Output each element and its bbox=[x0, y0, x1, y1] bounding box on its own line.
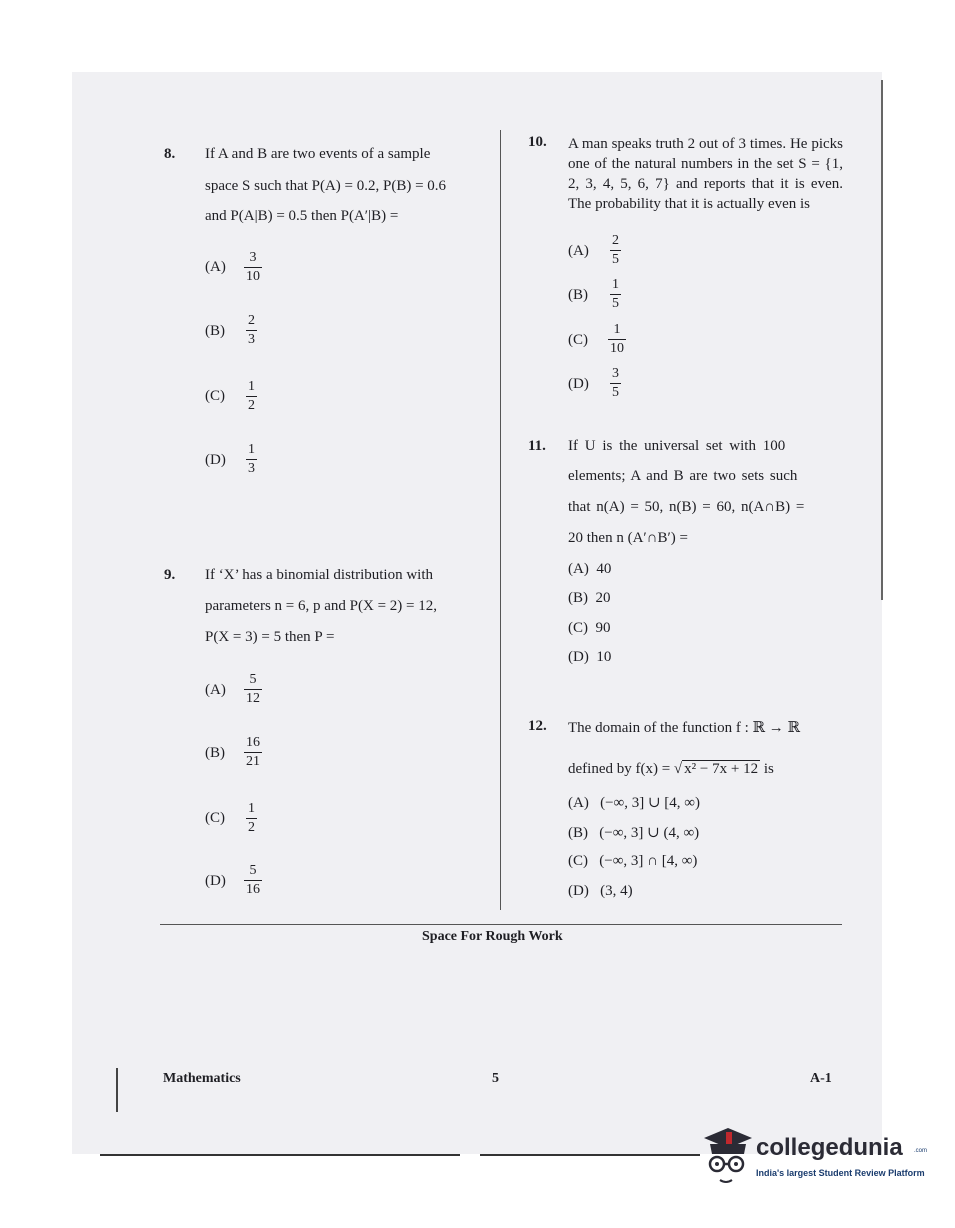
option-fraction bbox=[244, 250, 262, 285]
numerator: 1 bbox=[248, 379, 255, 394]
denominator: 5 bbox=[612, 296, 619, 311]
denominator: 2 bbox=[248, 398, 255, 413]
denominator: 12 bbox=[246, 691, 260, 706]
question-text-line: space S such that P(A) = 0.2, P(B) = 0.6 bbox=[205, 178, 447, 194]
denominator: 5 bbox=[612, 385, 619, 400]
numerator: 1 bbox=[613, 322, 621, 337]
footer-code: A-1 bbox=[810, 1071, 832, 1086]
option-label: (A) bbox=[205, 259, 226, 275]
question-number: 12. bbox=[528, 718, 547, 734]
option bbox=[568, 853, 697, 870]
exam-page bbox=[72, 72, 882, 1154]
option bbox=[568, 620, 611, 637]
option-fraction bbox=[610, 233, 621, 268]
option-fraction bbox=[246, 379, 257, 414]
numerator: 3 bbox=[249, 250, 257, 265]
numerator: 16 bbox=[246, 735, 260, 750]
option-value: 40 bbox=[596, 561, 612, 577]
collegedunia-logo bbox=[698, 1124, 938, 1194]
question-text-line: If U is the universal set with 100 bbox=[568, 438, 786, 454]
option-label: (C) bbox=[205, 810, 225, 826]
option-label: (B) bbox=[568, 825, 588, 841]
option-fraction bbox=[244, 672, 262, 707]
option-label: (D) bbox=[568, 649, 589, 665]
numerator: 5 bbox=[249, 672, 257, 687]
question-text-line: parameters n = 6, p and P(X = 2) = 12, bbox=[205, 598, 437, 614]
question-text-line: If A and B are two events of a sample bbox=[205, 146, 431, 162]
denominator: 5 bbox=[612, 252, 619, 267]
option-label: (D) bbox=[205, 452, 226, 468]
option-value: (−∞, 3] ∪ [4, ∞) bbox=[600, 795, 700, 811]
option-label: (C) bbox=[568, 332, 588, 348]
scan-edge-mark bbox=[116, 1068, 118, 1112]
option-value: (−∞, 3] ∪ (4, ∞) bbox=[599, 825, 700, 841]
option-label: (C) bbox=[568, 853, 588, 869]
numerator: 3 bbox=[612, 366, 619, 381]
logo-suffix: .com bbox=[914, 1148, 928, 1154]
option-value: (3, 4) bbox=[600, 883, 633, 899]
question-text-line: The domain of the function f : ℝ → ℝ bbox=[568, 720, 800, 736]
rough-work-label: Space For Rough Work bbox=[422, 929, 563, 944]
option-fraction bbox=[244, 863, 262, 898]
question-text-line bbox=[568, 760, 774, 778]
scan-edge-line bbox=[100, 1154, 460, 1156]
option bbox=[568, 793, 700, 812]
option-value: 20 bbox=[595, 590, 611, 606]
denominator: 3 bbox=[248, 332, 255, 347]
option bbox=[568, 823, 699, 842]
radicand: x² − 7x + 12 bbox=[684, 761, 759, 777]
option-value: (−∞, 3] ∩ [4, ∞) bbox=[599, 853, 698, 869]
option bbox=[568, 590, 611, 607]
option-label: (D) bbox=[205, 873, 226, 889]
option-label: (B) bbox=[568, 590, 588, 606]
option-fraction bbox=[246, 442, 257, 477]
option-label: (C) bbox=[568, 620, 588, 636]
question-text-line: P(X = 3) = 5 then P = bbox=[205, 629, 335, 645]
option-label: (C) bbox=[205, 388, 225, 404]
option-value: 90 bbox=[595, 620, 611, 636]
numerator: 2 bbox=[248, 313, 255, 328]
option-fraction bbox=[608, 322, 626, 357]
logo-wordmark: collegedunia bbox=[756, 1134, 903, 1161]
question-number: 8. bbox=[164, 146, 176, 162]
numerator: 1 bbox=[248, 801, 255, 816]
denominator: 16 bbox=[246, 882, 260, 897]
question-text-line: 20 then n (A′∩B′) = bbox=[568, 530, 689, 546]
option-fraction bbox=[610, 277, 621, 312]
option-label: (B) bbox=[205, 745, 225, 761]
denominator: 3 bbox=[248, 461, 255, 476]
footer-page-number: 5 bbox=[492, 1071, 499, 1086]
option-label: (A) bbox=[568, 795, 589, 811]
rough-work-divider bbox=[160, 924, 842, 925]
column-divider bbox=[500, 130, 501, 910]
numerator: 5 bbox=[249, 863, 257, 878]
question-number: 9. bbox=[164, 567, 176, 583]
option-fraction bbox=[246, 801, 257, 836]
numerator: 1 bbox=[248, 442, 255, 457]
question-number: 11. bbox=[528, 438, 546, 454]
option-label: (A) bbox=[568, 243, 589, 259]
option-fraction bbox=[246, 313, 257, 348]
option-label: (A) bbox=[205, 682, 226, 698]
question-text-line: elements; A and B are two sets such bbox=[568, 468, 798, 484]
option-value: 10 bbox=[596, 649, 612, 665]
option-label: (D) bbox=[568, 883, 589, 899]
text-suffix: is bbox=[760, 761, 774, 777]
option-label: (B) bbox=[205, 323, 225, 339]
numerator: 1 bbox=[612, 277, 619, 292]
text-prefix: defined by f(x) = √ bbox=[568, 761, 683, 777]
footer-subject: Mathematics bbox=[163, 1071, 241, 1086]
graduate-mascot-icon bbox=[698, 1124, 754, 1190]
option bbox=[568, 561, 611, 578]
option-fraction bbox=[610, 366, 621, 401]
scan-edge-line bbox=[480, 1154, 700, 1156]
option-label: (A) bbox=[568, 561, 589, 577]
option bbox=[568, 649, 611, 666]
question-text-line: that n(A) = 50, n(B) = 60, n(A∩B) = bbox=[568, 499, 805, 515]
denominator: 10 bbox=[610, 341, 624, 356]
denominator: 10 bbox=[246, 269, 260, 284]
denominator: 21 bbox=[246, 754, 260, 769]
option bbox=[568, 883, 633, 900]
option-label: (D) bbox=[568, 376, 589, 392]
denominator: 2 bbox=[248, 820, 255, 835]
question-text-line: If ‘X’ has a binomial distribution with bbox=[205, 567, 434, 583]
question-number: 10. bbox=[528, 134, 547, 150]
page-edge bbox=[881, 80, 883, 600]
numerator: 2 bbox=[612, 233, 619, 248]
option-fraction bbox=[244, 735, 262, 770]
option-label: (B) bbox=[568, 287, 588, 303]
logo-tagline: India's largest Student Review Platform bbox=[756, 1168, 925, 1178]
question-text-line: and P(A|B) = 0.5 then P(A′|B) = bbox=[205, 208, 399, 224]
question-text: A man speaks truth 2 out of 3 times. He picks one of the natural numbers in the set S = {1, 2, 3, 4, 5, 6, 7} and reports that it is even. The probability that it is actually even is bbox=[568, 136, 843, 212]
